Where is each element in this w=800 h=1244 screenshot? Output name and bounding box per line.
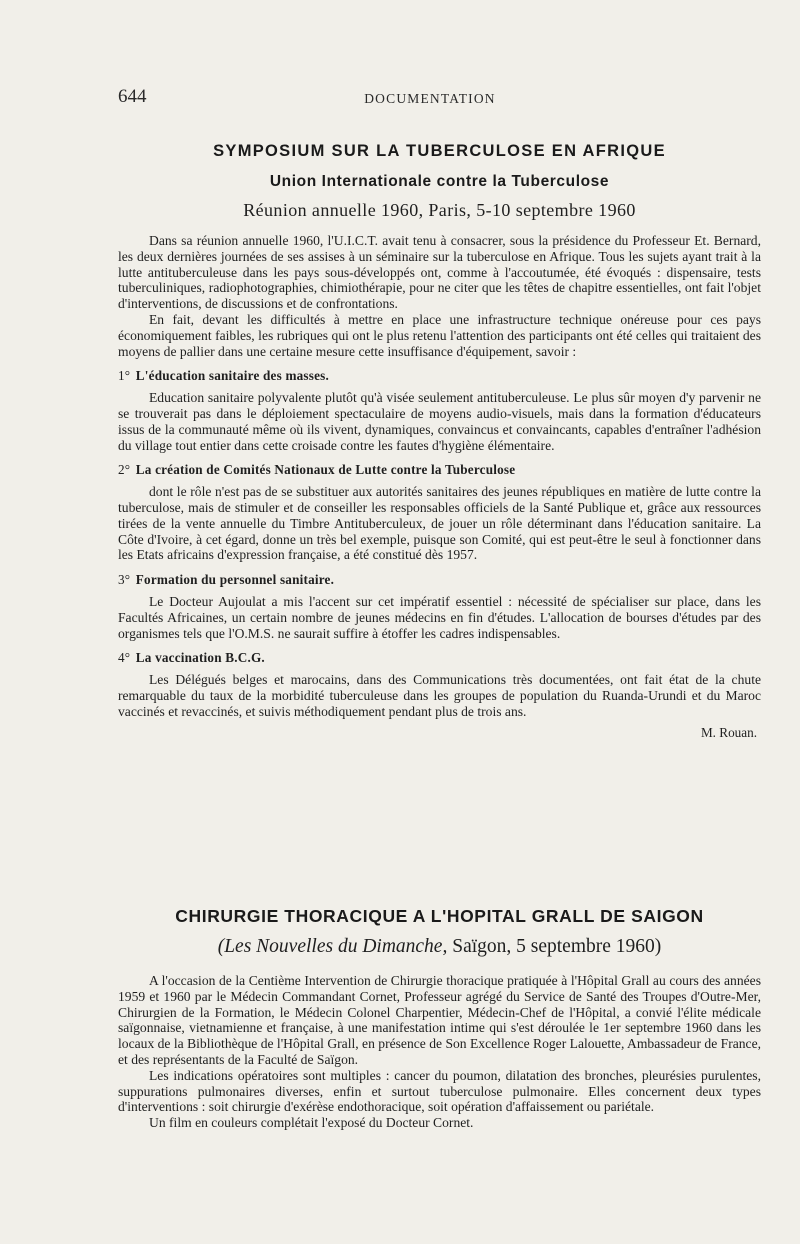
section-heading xyxy=(118,462,761,478)
author-signature: M. Rouan. xyxy=(700,724,757,740)
section-number: 3° xyxy=(118,572,131,588)
article-tuberculose xyxy=(118,140,761,740)
section-heading xyxy=(118,572,761,588)
article-body xyxy=(118,973,761,1131)
article-body xyxy=(118,233,761,740)
section-label: DOCUMENTATION xyxy=(364,91,496,106)
article-title: SYMPOSIUM SUR LA TUBERCULOSE EN AFRIQUE xyxy=(213,142,666,160)
source-line xyxy=(118,935,761,959)
section-heading-text: Formation du personnel sanitaire. xyxy=(135,572,335,588)
section-number: 2° xyxy=(118,462,131,478)
section-heading-text: La vaccination B.C.G. xyxy=(135,650,265,666)
section-paragraph: Education sanitaire polyvalente plutôt qu'à visée seulement antituberculeuse. Le plus sûr moyen d'y parvenir ne se trouverait pas dans le déploiement spectaculaire de moyens audio-visuels, mais dans la formation d'éducateurs issus de la communauté même où ils vivent, dynamiques, convaincus et convaincants, capables d'entraîner l'adhésion du village tout entier dans cette croisade contre les fautes d'hygiène élémentaire. xyxy=(118,390,761,453)
article-title: CHIRURGIE THORACIQUE A L'HOPITAL GRALL DE SAIGON xyxy=(175,906,704,926)
section-heading xyxy=(118,650,761,666)
section-heading xyxy=(118,368,761,384)
running-head xyxy=(0,86,800,110)
page-number: 644 xyxy=(118,86,147,107)
meeting-line: Réunion annuelle 1960, Paris, 5-10 septembre 1960 xyxy=(243,200,636,220)
intro-paragraph: Dans sa réunion annuelle 1960, l'U.I.C.T. avait tenu à consacrer, sous la présidence du Professeur Et. Bernard, les deux dernières journées de ses assises à un séminaire sur la tuberculose en Afrique. Tous les sujets ayant trait à la lutte antituberculeuse dans les pays sous-développés ont, comme à l'accoutumée, été évoqués : dispensaire, tests tuberculiniques, radiophotographies, chimiothérapie, pour ne citer que les têtes de chapitre essentielles, ont fait l'objet d'interventions, de discussions et de confrontations. xyxy=(118,233,761,312)
source-publication: (Les Nouvelles du Dimanche, xyxy=(217,936,448,957)
body-paragraph: Les indications opératoires sont multiples : cancer du poumon, dilatation des bronches, pleurésies purulentes, suppurations pulmonaires diverses, enfin et surtout tuberculose pulmonaire. Elles concernent deux types d'interventions : soit chirurgie d'exérèse endothoracique, soit opération d'affaissement ou pariétale. xyxy=(118,1067,761,1115)
section-heading-text: L'éducation sanitaire des masses. xyxy=(135,368,329,384)
article-subtitle: Union Internationale contre la Tuberculose xyxy=(269,173,610,190)
section-paragraph: Le Docteur Aujoulat a mis l'accent sur cet impératif essentiel : nécessité de spécialiser sur place, dans les Facultés Africaines, un certain nombre de jeunes médecins en fin d'études. L'allocation de bourses d'études par des organismes tels que l'O.M.S. ne saurait suffire à étoffer les cadres indispensables. xyxy=(118,593,761,641)
article-chirurgie xyxy=(118,904,761,1131)
body-paragraph: A l'occasion de la Centième Intervention de Chirurgie thoracique pratiquée à l'Hôpital Grall au cours des années 1959 et 1960 par le Médecin Commandant Cornet, Professeur agrégé du Service de Santé des Troupes d'Outre-Mer, Chirurgien de la Formation, le Médecin Colonel Charpentier, Médecin-Chef de l'Hôpital, a convié l'élite médicale saïgonnaise, vietnamienne et française, à une manifestation intime qui s'est déroulée le 1er septembre 1960 dans les locaux de la Bibliothèque de l'Hôpital Grall, en présence de Son Excellence Roger Lalouette, Ambassadeur de France, et des représentants de la Faculté de Saïgon. xyxy=(118,973,762,1067)
section-number: 1° xyxy=(118,368,131,384)
section-paragraph: Les Délégués belges et marocains, dans des Communications très documentées, ont fait état de la chute remarquable du taux de la morbidité tuberculeuse dans les groupes de population du Ruanda-Urundi et du Maroc vaccinés et revaccinés, et suivis méthodiquement pendant plus de trois ans. xyxy=(118,672,761,719)
intro-paragraph: En fait, devant les difficultés à mettre en place une infrastructure technique onéreuse pour ces pays économiquement faibles, les rubriques qui ont le plus retenu l'attention des participants ont été celles qui traitaient des moyens de pallier dans une certaine mesure cette insuffisance d'équipement, savoir : xyxy=(118,311,761,359)
section-paragraph: dont le rôle n'est pas de se substituer aux autorités sanitaires des jeunes républiques en matière de lutte contre la tuberculose, mais de stimuler et de conseiller les responsables officiels de la Santé Publique et, grâce aux ressources tirées de la vente annuelle du Timbre Antituberculeux, de jouer un rôle déterminant dans l'éducation sanitaire. La Côte d'Ivoire, à cet égard, donne un très bel exemple, puisque son Comité, qui est peut-être le seul à fonctionner dans les Etats africains d'expression française, a été constitué dès 1957. xyxy=(118,484,761,563)
body-paragraph: Un film en couleurs complétait l'exposé du Docteur Cornet. xyxy=(149,1115,474,1131)
section-number: 4° xyxy=(118,650,131,666)
section-heading-text: La création de Comités Nationaux de Lutte contre la Tuberculose xyxy=(135,462,516,478)
source-place-date: Saïgon, 5 septembre 1960) xyxy=(447,936,662,957)
